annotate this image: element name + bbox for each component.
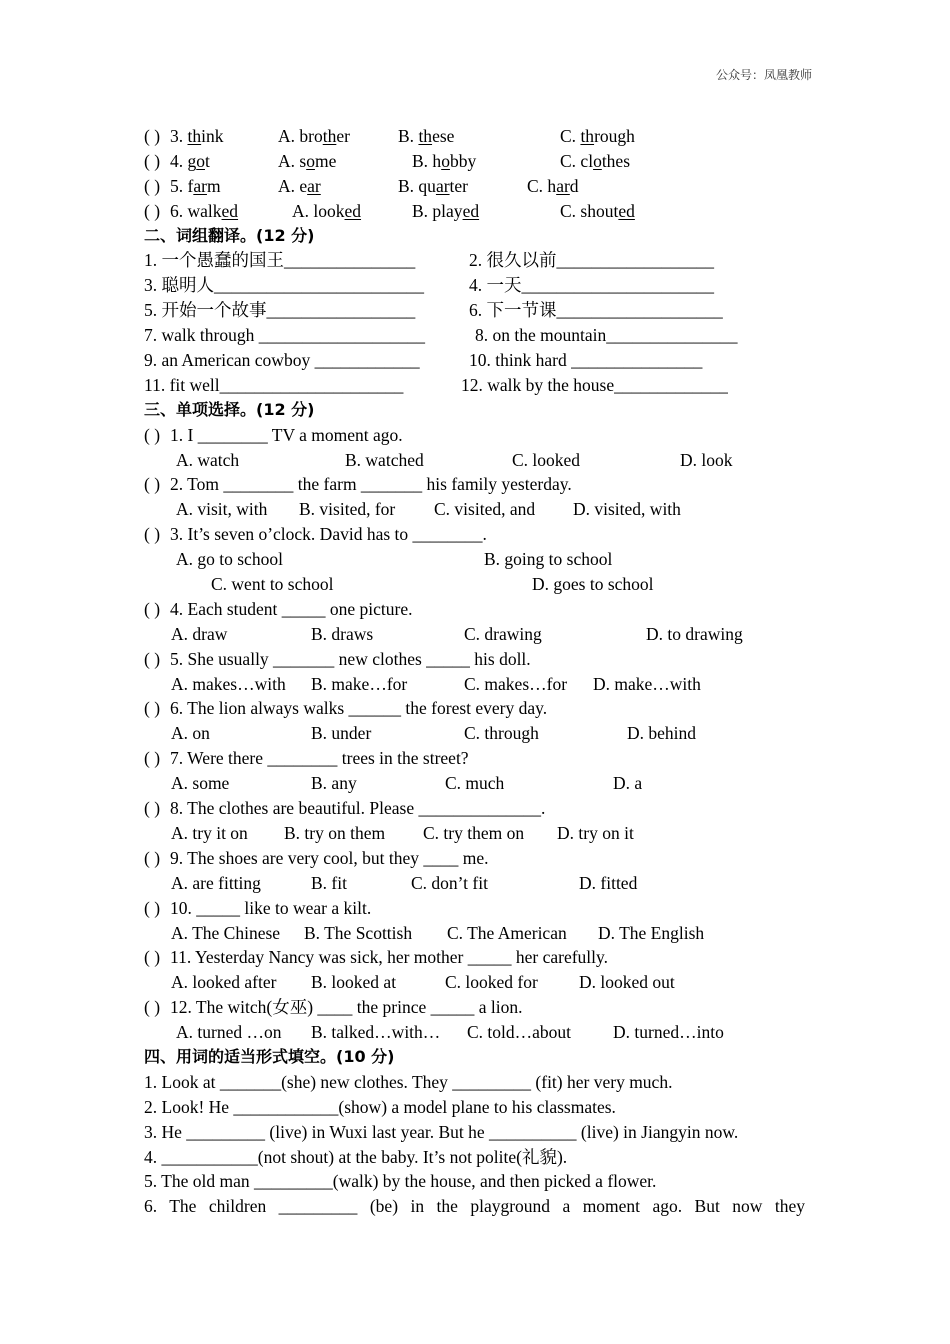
word-part: C. h <box>527 175 557 196</box>
fill-in-list <box>144 1070 814 1219</box>
underlined-letters: th <box>418 126 433 146</box>
option[interactable]: C. much <box>445 773 505 794</box>
choice-question <box>144 796 814 821</box>
word <box>170 151 210 171</box>
phonics-item <box>144 149 814 174</box>
answer-bracket[interactable]: ( ) <box>144 947 161 968</box>
translation-item[interactable]: 2. 很久以前__________________ <box>469 250 714 271</box>
answer-bracket[interactable]: ( ) <box>144 798 161 819</box>
choice-question <box>144 746 814 771</box>
underlined-letters: ed <box>462 200 480 221</box>
word-part: er <box>336 126 350 146</box>
question-text: 4. Each student _____ one picture. <box>170 598 413 619</box>
underlined-letters: ar <box>193 175 207 196</box>
option[interactable]: B. make…for <box>311 673 408 694</box>
option[interactable]: C. The American <box>447 922 567 943</box>
phonics-item <box>144 174 814 199</box>
option[interactable]: C. don’t fit <box>411 872 488 893</box>
option[interactable]: C. try them on <box>423 822 525 843</box>
question-word <box>170 124 224 149</box>
option[interactable]: B. under <box>311 723 372 744</box>
choice-question <box>144 945 814 970</box>
choice-question <box>144 846 814 871</box>
option-c <box>527 174 579 199</box>
option[interactable]: B. try on them <box>284 822 386 843</box>
choice-question <box>144 896 814 921</box>
word-part: 5. f <box>170 175 194 196</box>
option[interactable]: B. fit <box>311 872 347 893</box>
answer-bracket[interactable]: ( ) <box>144 698 161 719</box>
translation-item[interactable]: 1. 一个愚蠢的国王_______________ <box>144 250 416 271</box>
underlined-letters: th <box>580 126 595 146</box>
answer-bracket[interactable]: ( ) <box>144 524 161 545</box>
options-row <box>144 497 814 522</box>
translation-row <box>144 248 814 273</box>
choice-question <box>144 647 814 672</box>
option-a <box>278 124 350 149</box>
option[interactable]: D. make…with <box>593 673 701 694</box>
underlined-letters: o <box>196 150 205 171</box>
options-row <box>144 970 814 995</box>
option-a <box>278 149 336 174</box>
options-row <box>144 622 814 647</box>
underlined-letters: ed <box>618 200 635 221</box>
underlined-letters: ar <box>556 175 570 196</box>
option[interactable]: A. go to school <box>176 549 283 570</box>
translation-row <box>144 273 814 298</box>
phrase-translation-list <box>144 248 814 397</box>
translation-item[interactable]: 3. 聪明人________________________ <box>144 275 424 296</box>
word-part: thes <box>601 150 631 171</box>
word-part: me <box>314 150 337 171</box>
multiple-choice-list <box>144 423 814 1045</box>
fill-in-text[interactable]: 1. Look at _______(she) new clothes. They _________ (fit) her very much. <box>144 1071 673 1092</box>
question-text: 9. The shoes are very cool, but they ____ me. <box>170 847 489 868</box>
translation-item[interactable]: 8. on the mountain_______________ <box>475 325 738 346</box>
section-title: 三、单项选择。(12 分) <box>144 399 315 419</box>
option[interactable]: B. watched <box>345 449 424 470</box>
translation-row <box>144 348 814 373</box>
word <box>278 151 336 171</box>
answer-bracket[interactable]: ( ) <box>144 126 161 146</box>
word <box>170 126 224 146</box>
option[interactable]: C. looked <box>512 449 581 470</box>
word-part: 3. <box>170 126 188 146</box>
answer-bracket[interactable]: ( ) <box>144 200 161 221</box>
option[interactable]: C. went to school <box>211 574 334 595</box>
translation-item[interactable]: 5. 开始一个故事_________________ <box>144 300 416 321</box>
underlined-letters: ar <box>307 175 321 196</box>
options-row <box>144 448 814 473</box>
options-row <box>144 821 814 846</box>
option[interactable]: B. any <box>311 773 357 794</box>
choice-question <box>144 597 814 622</box>
option[interactable]: D. to drawing <box>646 623 743 644</box>
underlined-letters: ar <box>435 175 450 196</box>
answer-bracket[interactable]: ( ) <box>144 997 161 1018</box>
word <box>560 126 635 146</box>
option[interactable]: C. through <box>464 723 539 744</box>
word-part: B. h <box>412 150 442 171</box>
translation-row <box>144 298 814 323</box>
option[interactable]: B. The Scottish <box>304 922 413 943</box>
fill-in-text[interactable]: 6. The children _________ (be) in the playground a moment ago. But now they <box>144 1196 805 1217</box>
section-4-heading <box>144 1045 814 1070</box>
word <box>560 151 630 171</box>
option[interactable]: D. look <box>680 449 733 470</box>
option[interactable]: B. draws <box>311 623 374 644</box>
fill-in-text[interactable]: 2. Look! He ____________(show) a model plane to his classmates. <box>144 1096 616 1117</box>
question-text: 1. I ________ TV a moment ago. <box>170 424 403 445</box>
choice-question <box>144 423 814 448</box>
option[interactable]: B. talked…with… <box>311 1022 441 1043</box>
option[interactable]: C. looked for <box>445 972 538 993</box>
option[interactable]: D. try on it <box>557 822 634 843</box>
question-text: 10. _____ like to wear a kilt. <box>170 897 372 918</box>
translation-row <box>144 373 814 398</box>
word-part: m <box>206 175 221 196</box>
option[interactable]: A. turned …on <box>176 1022 282 1043</box>
answer-bracket[interactable]: ( ) <box>144 424 161 445</box>
option[interactable]: A. are fitting <box>171 872 261 893</box>
question-word <box>170 199 238 224</box>
word-part: 4. g <box>170 150 197 171</box>
options-row <box>144 721 814 746</box>
option-c <box>560 199 635 224</box>
options-row <box>144 921 814 946</box>
underlined-letters: th <box>322 126 337 146</box>
fill-in-item[interactable] <box>144 1145 814 1170</box>
page-header: 公众号：凤凰教师 <box>715 68 812 82</box>
option[interactable]: B. visited, for <box>299 499 396 520</box>
word <box>412 151 476 171</box>
question-text: 6. The lion always walks ______ the forest every day. <box>170 698 548 719</box>
question-text: 8. The clothes are beautiful. Please ______________. <box>170 798 546 819</box>
underlined-letters: ed <box>344 200 362 221</box>
word <box>170 176 221 196</box>
section-title: 二、词组翻译。(12 分) <box>144 225 315 245</box>
option-c <box>560 149 630 174</box>
option[interactable]: D. fitted <box>579 872 638 893</box>
word <box>278 126 350 146</box>
choice-question <box>144 472 814 497</box>
word-part: rough <box>594 126 635 146</box>
translation-item[interactable]: 6. 下一节课___________________ <box>469 300 723 321</box>
option-b <box>398 174 468 199</box>
word <box>398 126 454 146</box>
option[interactable]: D. looked out <box>579 972 675 993</box>
option[interactable]: C. visited, and <box>434 499 536 520</box>
options-row <box>144 871 814 896</box>
option[interactable]: C. told…about <box>467 1022 572 1043</box>
option[interactable]: D. behind <box>627 723 697 744</box>
answer-bracket[interactable]: ( ) <box>144 175 161 196</box>
word-part: t <box>205 150 210 171</box>
option-b <box>412 149 476 174</box>
question-text: 5. She usually _______ new clothes _____ his doll. <box>170 648 531 669</box>
answer-bracket[interactable]: ( ) <box>144 748 161 769</box>
word-part: ink <box>201 126 224 146</box>
answer-bracket[interactable]: ( ) <box>144 474 161 495</box>
question-word <box>170 149 210 174</box>
translation-item[interactable]: 9. an American cowboy ____________ <box>144 350 420 371</box>
option[interactable]: A. watch <box>176 449 240 470</box>
options-row <box>144 547 814 572</box>
answer-bracket[interactable]: ( ) <box>144 897 161 918</box>
word-part: d <box>569 175 579 196</box>
option[interactable]: A. makes…with <box>171 673 286 694</box>
word-part: A. look <box>292 200 345 221</box>
word <box>278 176 321 196</box>
word <box>398 176 468 196</box>
word-part: B. qu <box>398 175 436 196</box>
fill-in-text[interactable]: 5. The old man _________(walk) by the house, and then picked a flower. <box>144 1171 657 1192</box>
question-text: 3. It’s seven o’clock. David has to ________. <box>170 524 487 545</box>
answer-bracket[interactable]: ( ) <box>144 150 161 171</box>
word-part: ese <box>432 126 455 146</box>
option[interactable]: A. looked after <box>171 972 277 993</box>
word-part: B. play <box>412 200 463 221</box>
option[interactable]: A. on <box>171 723 210 744</box>
section-2-heading <box>144 224 814 249</box>
option[interactable]: A. try it on <box>171 822 248 843</box>
fill-in-text[interactable]: 4. ___________(not shout) at the baby. It’s not polite(礼貌). <box>144 1146 568 1167</box>
option[interactable]: A. visit, with <box>176 499 268 520</box>
question-word <box>170 174 221 199</box>
option[interactable]: A. The Chinese <box>171 922 281 943</box>
option[interactable]: D. The English <box>598 922 705 943</box>
word <box>292 201 361 221</box>
fill-in-item[interactable] <box>144 1095 814 1120</box>
translation-item[interactable]: 7. walk through ___________________ <box>144 325 425 346</box>
option-b <box>398 124 454 149</box>
option[interactable]: D. goes to school <box>532 574 654 595</box>
underlined-letters: o <box>441 150 450 171</box>
translation-item[interactable]: 12. walk by the house_____________ <box>461 374 728 395</box>
option[interactable]: A. draw <box>171 623 228 644</box>
option-a <box>278 174 321 199</box>
translation-item[interactable]: 11. fit well_____________________ <box>144 374 404 395</box>
word-part: C. <box>560 126 581 146</box>
fill-in-item[interactable] <box>144 1120 814 1145</box>
question-text: 2. Tom ________ the farm _______ his family yesterday. <box>170 474 572 495</box>
translation-row <box>144 323 814 348</box>
section-3-heading <box>144 398 814 423</box>
word-part: bby <box>449 150 477 171</box>
word-part: A. s <box>278 150 307 171</box>
fill-in-text[interactable]: 3. He _________ (live) in Wuxi last year. But he __________ (live) in Jiangyin now. <box>144 1121 739 1142</box>
answer-bracket[interactable]: ( ) <box>144 598 161 619</box>
fill-in-item[interactable] <box>144 1070 814 1095</box>
section-title: 四、用词的适当形式填空。(10 分) <box>144 1046 395 1066</box>
option[interactable]: D. turned…into <box>613 1022 724 1043</box>
translation-item[interactable]: 10. think hard _______________ <box>469 350 703 371</box>
answer-bracket[interactable]: ( ) <box>144 847 161 868</box>
option-a <box>292 199 361 224</box>
word-part: A. e <box>278 175 308 196</box>
options-row <box>144 1020 814 1045</box>
option[interactable]: D. visited, with <box>573 499 681 520</box>
options-row <box>144 672 814 697</box>
phonics-section <box>144 124 814 224</box>
word <box>527 176 579 196</box>
word-part: C. cl <box>560 150 594 171</box>
word <box>560 201 635 221</box>
phonics-item <box>144 124 814 149</box>
exam-page <box>144 124 814 1219</box>
fill-in-item[interactable] <box>144 1194 814 1219</box>
word-part: 6. walk <box>170 200 222 221</box>
word <box>170 201 238 221</box>
choice-question <box>144 696 814 721</box>
word-part: B. <box>398 126 419 146</box>
option-c <box>560 124 635 149</box>
choice-question <box>144 995 814 1020</box>
option[interactable]: A. some <box>171 773 230 794</box>
question-text: 12. The witch(女巫) ____ the prince _____ a lion. <box>170 997 523 1018</box>
underlined-letters: o <box>306 150 315 171</box>
option-b <box>412 199 479 224</box>
answer-bracket[interactable]: ( ) <box>144 648 161 669</box>
options-row <box>144 771 814 796</box>
word-part: ter <box>449 175 469 196</box>
option[interactable]: B. going to school <box>484 549 613 570</box>
underlined-letters: th <box>187 126 202 146</box>
option[interactable]: D. a <box>613 773 643 794</box>
underlined-letters: o <box>593 150 602 171</box>
options-row <box>144 572 814 597</box>
fill-in-item[interactable] <box>144 1169 814 1194</box>
translation-item[interactable]: 4. 一天______________________ <box>469 275 714 296</box>
option[interactable]: C. drawing <box>464 623 542 644</box>
option[interactable]: C. makes…for <box>464 673 568 694</box>
underlined-letters: ed <box>221 200 239 221</box>
choice-question <box>144 522 814 547</box>
question-text: 11. Yesterday Nancy was sick, her mother _____ her carefully. <box>170 947 609 968</box>
question-text: 7. Were there ________ trees in the street? <box>170 748 469 769</box>
word-part: A. bro <box>278 126 323 146</box>
word-part: C. shout <box>560 200 619 221</box>
word <box>412 201 479 221</box>
phonics-item <box>144 199 814 224</box>
option[interactable]: B. looked at <box>311 972 397 993</box>
